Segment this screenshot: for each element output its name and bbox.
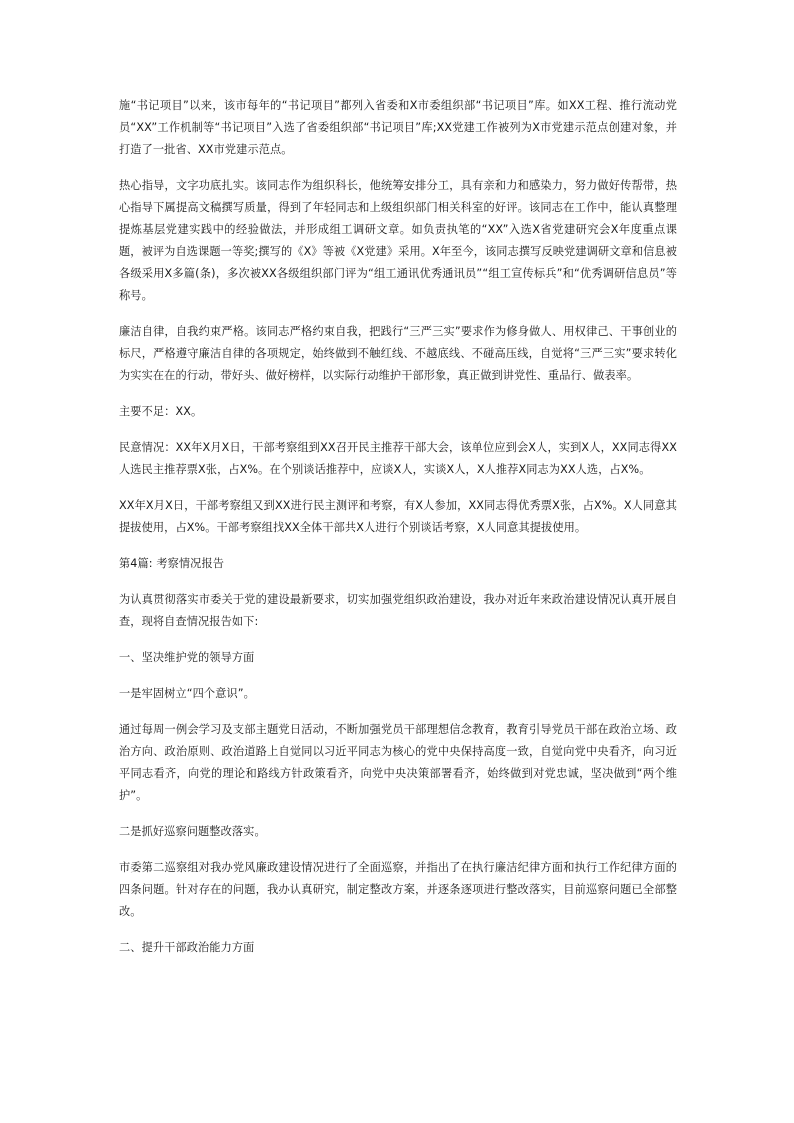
section-title-report-4: 第4篇: 考察情况报告 [119, 557, 225, 570]
paragraph-guidance: 热心指导，文字功底扎实。该同志作为组织科长，他统筹安排分工，具有亲和力和感染力，努力做好传帮带，热心指导下属提高文稿撰写质量，得到了年轻同志和上级组织部门相关科室的好评。该同志在工作中，能认真整理提炼基层党建实践中的经验做法，并形成组工调研文章。如负责执笔的“XX”入选X省党建研究会X年度重点课题，被评为自选课题一等奖;撰写的《X》等被《X党建》采用。X年至今，该同志撰写反映党建调研文章和信息被各级采用X多篇(条)，多次被XX各级组织部门评为“组工通讯优秀通讯员”“组工宣传标兵”和“优秀调研信息员”等称号。 [119, 179, 677, 302]
heading-party-leadership: 一、坚决维护党的领导方面 [119, 651, 255, 664]
subheading-inspection-rectification: 二是抓好巡察问题整改落实。 [119, 825, 266, 838]
paragraph-public-opinion: 民意情况：XX年X月X日，干部考察组到XX召开民主推荐干部大会，该单位应到会X人，实到X人，XX同志得XX人选民主推荐票X张，占X%。在个别谈话推荐中，应谈X人，实谈X人，X人推荐X同志为XX人选，占X%。 [119, 441, 677, 476]
heading-political-ability: 二、提升干部政治能力方面 [119, 941, 255, 954]
document-page [119, 95, 677, 959]
paragraph-shuji-xiangmu: 施“书记项目”以来，该市每年的“书记项目”都列入省委和X市委组织部“书记项目”库。如XX工程、推行流动党员“XX”工作机制等“书记项目”入选了省委组织部“书记项目”库;XX党建工作被列为X市党建示范点创建对象，并打造了一批省、XX市党建示范点。 [119, 99, 677, 156]
paragraph-evaluation: XX年X月X日，干部考察组又到XX进行民主测评和考察，有X人参加，XX同志得优秀票X张，占X%。X人同意其提拔使用，占X%。干部考察组找XX全体干部共X人进行个别谈话考察，X人同意其提拔使用。 [119, 499, 677, 534]
subheading-four-consciousness: 一是牢固树立“四个意识”。 [119, 687, 255, 700]
paragraph-shortcomings: 主要不足：XX。 [119, 405, 203, 418]
paragraph-study: 通过每周一例会学习及支部主题党日活动，不断加强党员干部理想信念教育，教育引导党员干部在政治立场、政治方向、政治原则、政治道路上自觉同以习近平同志为核心的党中央保持高度一致，自觉向党中央看齐，向习近平同志看齐，向党的理论和路线方针政策看齐，向党中央决策部署看齐，始终做到对党忠诚，坚决做到“两个维护”。 [119, 723, 677, 802]
paragraph-intro: 为认真贯彻落实市委关于党的建设最新要求，切实加强党组织政治建设，我办对近年来政治建设情况认真开展自查，现将自查情况报告如下: [119, 593, 677, 628]
paragraph-inspection: 市委第二巡察组对我办党风廉政建设情况进行了全面巡察，并指出了在执行廉洁纪律方面和执行工作纪律方面的四条问题。针对存在的问题，我办认真研究，制定整改方案，并逐条逐项进行整改落实，目前巡察问题已全部整改。 [119, 861, 677, 918]
paragraph-integrity: 廉洁自律，自我约束严格。该同志严格约束自我，把践行“三严三实”要求作为修身做人、用权律己、干事创业的标尺，严格遵守廉洁自律的各项规定，始终做到不触红线、不越底线、不碰高压线，自觉将“三严三实”要求转化为实实在在的行动，带好头、做好榜样，以实际行动维护干部形象，真正做到讲党性、重品行、做表率。 [119, 325, 677, 382]
